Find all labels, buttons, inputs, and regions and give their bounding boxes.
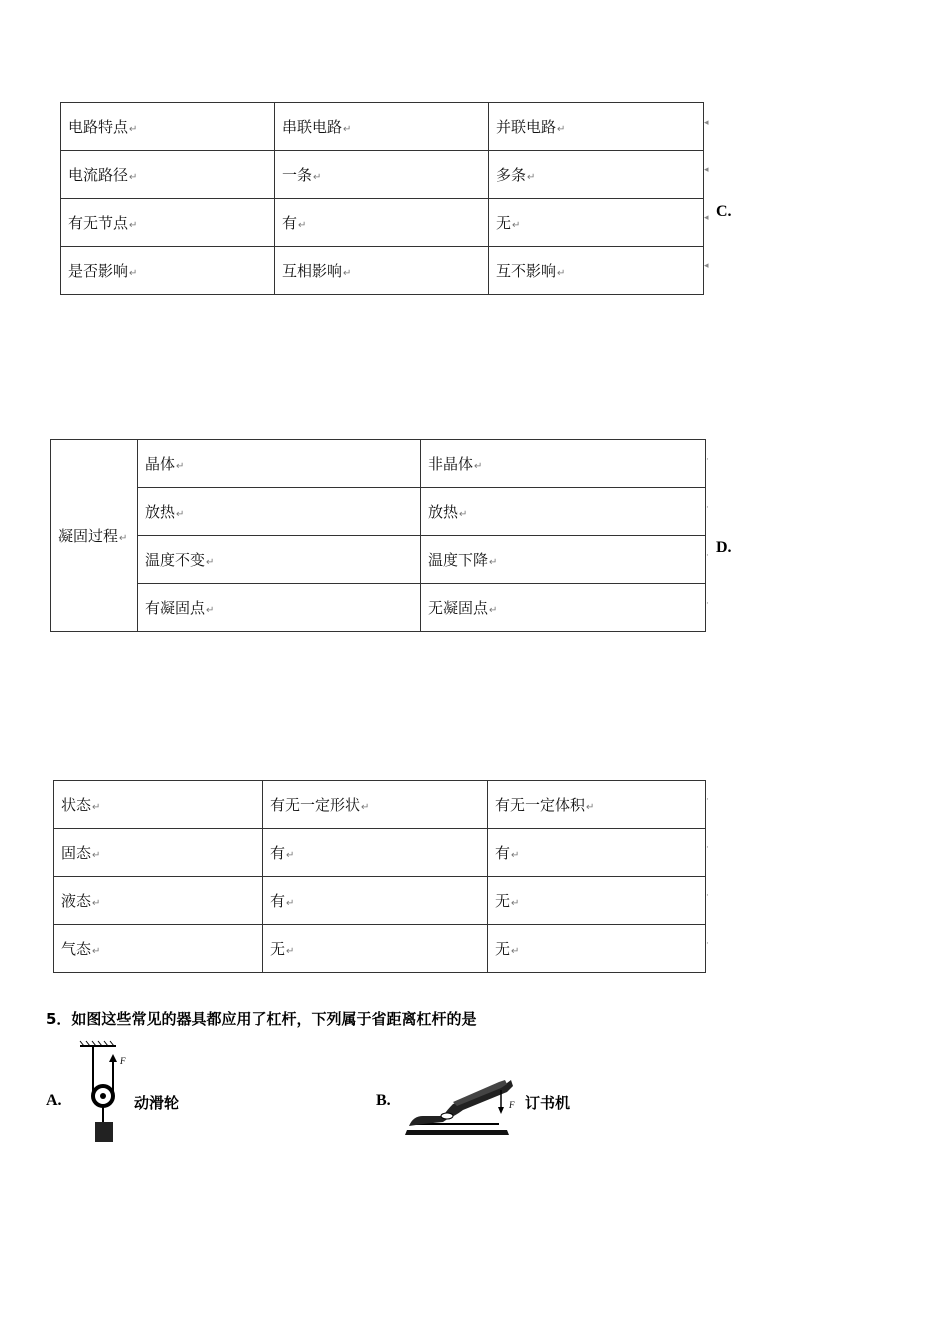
table-cell: 无↵	[488, 877, 706, 925]
table-cell: 温度下降↵	[421, 536, 706, 584]
table-row	[51, 440, 706, 488]
table-cell: 有↵	[263, 877, 488, 925]
circuit-comparison-table	[60, 102, 704, 295]
row-end-mark: ◂	[704, 213, 709, 223]
row-end-mark: ◂	[704, 261, 709, 271]
table-cell: 无凝固点↵	[421, 584, 706, 632]
row-end-mark: ·	[706, 599, 709, 609]
option-a-letter: A.	[46, 1092, 62, 1109]
row-end-mark: ·	[706, 455, 709, 465]
question-5-text: 5．如图这些常见的器具都应用了杠杆，下列属于省距离杠杆的是	[46, 1010, 477, 1028]
option-c-letter: C.	[716, 203, 732, 220]
row-end-mark: ·	[706, 891, 709, 901]
table-row	[51, 584, 706, 632]
table-row	[51, 488, 706, 536]
row-end-mark: ·	[706, 503, 709, 513]
force-label: F	[509, 1100, 515, 1110]
option-a-label: 动滑轮	[134, 1094, 180, 1112]
table-cell: 电路特点↵	[61, 103, 275, 151]
table-row	[54, 781, 706, 829]
table-cell: 液态↵	[54, 877, 263, 925]
table-row	[54, 877, 706, 925]
table-cell: 无↵	[263, 925, 488, 973]
table-cell: 有↵	[488, 829, 706, 877]
stapler-figure	[403, 1072, 523, 1142]
table-cell: 非晶体↵	[421, 440, 706, 488]
states-of-matter-table	[53, 780, 706, 973]
option-b-letter: B.	[376, 1092, 391, 1109]
row-end-mark: ◂	[704, 165, 709, 175]
table-cell: 有↵	[263, 829, 488, 877]
table-row	[54, 925, 706, 973]
row-end-mark: ·	[706, 939, 709, 949]
table-cell: 放热↵	[421, 488, 706, 536]
table-row	[51, 536, 706, 584]
table-cell: 状态↵	[54, 781, 263, 829]
table-cell: 有无一定体积↵	[488, 781, 706, 829]
table-cell: 并联电路↵	[489, 103, 704, 151]
table-cell: 气态↵	[54, 925, 263, 973]
option-b-label: 订书机	[525, 1094, 571, 1112]
table-cell: 有无节点↵	[61, 199, 275, 247]
table-cell: 电流路径↵	[61, 151, 275, 199]
table-cell: 有凝固点↵	[138, 584, 421, 632]
table-cell: 一条↵	[275, 151, 489, 199]
table-cell: 固态↵	[54, 829, 263, 877]
row-header-cell: 凝固过程↵	[51, 440, 138, 632]
table-row	[61, 151, 704, 199]
table-row	[61, 103, 704, 151]
row-end-mark: ·	[706, 795, 709, 805]
table-cell: 晶体↵	[138, 440, 421, 488]
row-end-mark: ·	[706, 551, 709, 561]
table-cell: 有↵	[275, 199, 489, 247]
option-d-letter: D.	[716, 539, 732, 556]
table-cell: 互相影响↵	[275, 247, 489, 295]
movable-pulley-figure	[76, 1038, 136, 1148]
table-cell: 互不影响↵	[489, 247, 704, 295]
table-cell: 有无一定形状↵	[263, 781, 488, 829]
table-row	[61, 247, 704, 295]
solidification-table	[50, 439, 706, 632]
table-cell: 无↵	[489, 199, 704, 247]
table-cell: 多条↵	[489, 151, 704, 199]
table-cell: 串联电路↵	[275, 103, 489, 151]
table-row	[54, 829, 706, 877]
row-end-mark: ·	[706, 843, 709, 853]
table-row	[61, 199, 704, 247]
table-cell: 温度不变↵	[138, 536, 421, 584]
force-label: F	[120, 1056, 126, 1066]
row-end-mark: ◂	[704, 118, 709, 128]
table-cell: 无↵	[488, 925, 706, 973]
table-cell: 放热↵	[138, 488, 421, 536]
table-cell: 是否影响↵	[61, 247, 275, 295]
